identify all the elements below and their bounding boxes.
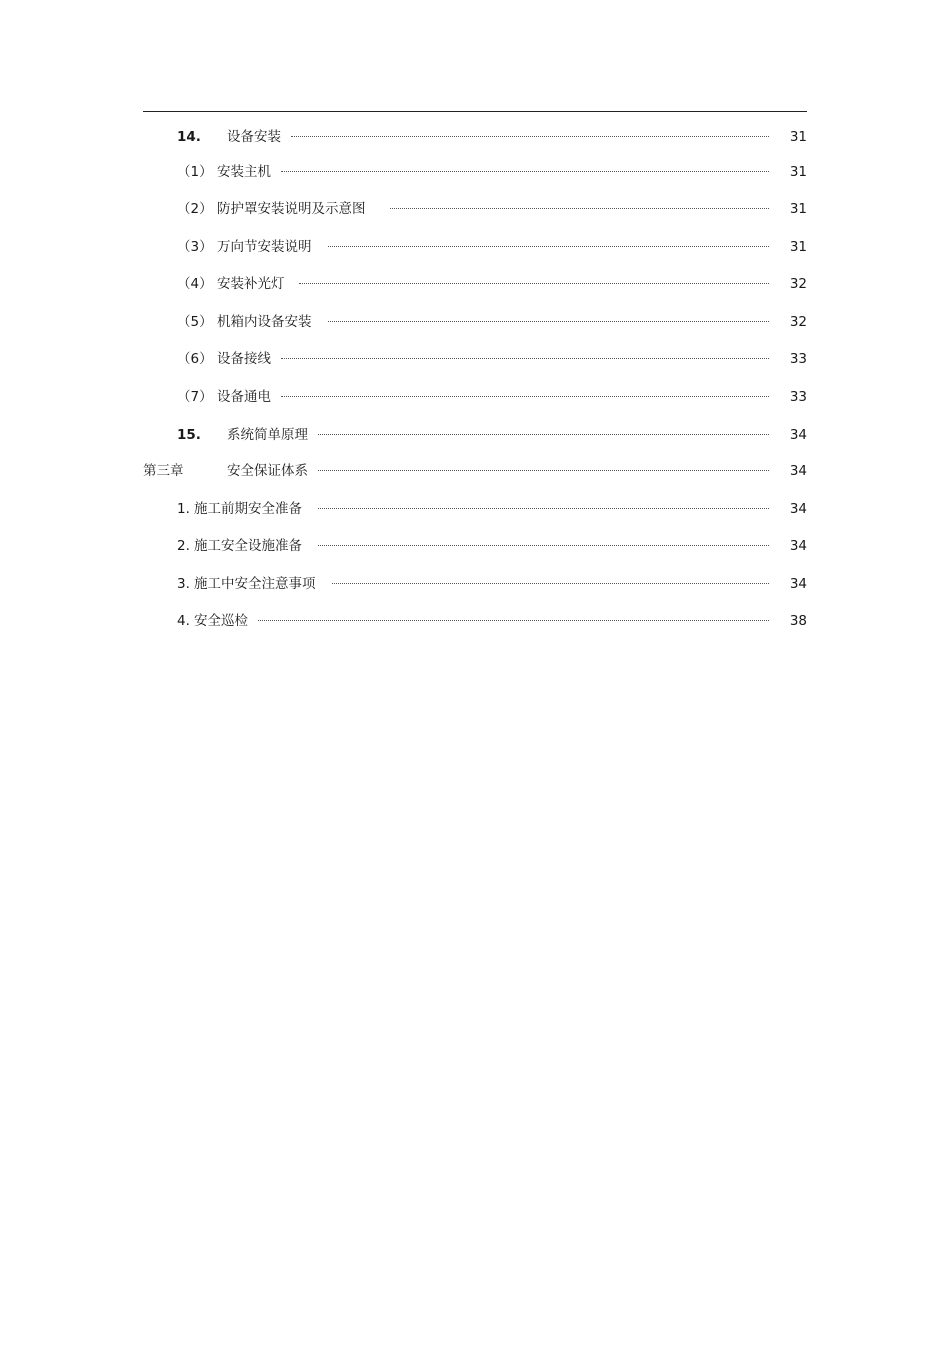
- toc-entry-page: 38: [789, 613, 807, 629]
- dot-leader: [281, 171, 769, 172]
- dot-leader: [332, 583, 770, 584]
- toc-entry-title: 安全巡检: [194, 613, 248, 629]
- dot-leader: [258, 620, 769, 621]
- dot-leader: [291, 136, 769, 137]
- toc-entry-3-1[interactable]: [143, 498, 807, 520]
- toc-entry-page: 34: [789, 501, 807, 517]
- toc-entry-title: 施工前期安全准备: [194, 501, 302, 517]
- dot-leader: [328, 321, 770, 322]
- toc-entry-page: 31: [789, 239, 807, 255]
- toc-entry-page: 34: [789, 463, 807, 479]
- dot-leader: [328, 246, 770, 247]
- toc-entry-14-1[interactable]: [143, 161, 807, 183]
- toc-entry-number: （1）: [177, 164, 213, 180]
- toc-entry-title: 施工安全设施准备: [194, 538, 302, 554]
- toc-entry-number: 4.: [177, 613, 190, 629]
- toc-entry-title: 安装补光灯: [217, 276, 285, 292]
- header-rule: [143, 111, 807, 112]
- toc-entry-title: 施工中安全注意事项: [194, 576, 316, 592]
- toc-entry-number: （4）: [177, 276, 213, 292]
- toc-entry-number: （7）: [177, 389, 213, 405]
- toc-entry-number: 2.: [177, 538, 190, 554]
- toc-entry-14-2[interactable]: [143, 198, 807, 220]
- toc-entry-page: 34: [789, 427, 807, 443]
- toc-entry-14-6[interactable]: [143, 348, 807, 370]
- toc-entry-title: 系统简单原理: [227, 427, 308, 443]
- dot-leader: [318, 508, 769, 509]
- toc-entry-number: 14.: [177, 129, 201, 145]
- toc-entry-title: 机箱内设备安装: [217, 314, 312, 330]
- toc-entry-3-2[interactable]: [143, 535, 807, 557]
- toc-entry-title: 安装主机: [217, 164, 271, 180]
- toc-entry-14-7[interactable]: [143, 386, 807, 408]
- toc-entry-title: 设备接线: [217, 351, 271, 367]
- dot-leader: [390, 208, 770, 209]
- dot-leader: [299, 283, 770, 284]
- toc-entry-title: 万向节安装说明: [217, 239, 312, 255]
- toc-entry-page: 32: [789, 276, 807, 292]
- toc-entry-14-4[interactable]: [143, 273, 807, 295]
- toc-entry-page: 32: [789, 314, 807, 330]
- toc-entry-title: 设备安装: [227, 129, 281, 145]
- toc-entry-number: （6）: [177, 351, 213, 367]
- toc-entry-title: 设备通电: [217, 389, 271, 405]
- toc-entry-3-3[interactable]: [143, 573, 807, 595]
- toc-entry-number: （3）: [177, 239, 213, 255]
- toc-entry-14[interactable]: [143, 126, 807, 148]
- toc-entry-page: 31: [789, 129, 807, 145]
- toc-entry-number: （2）: [177, 201, 213, 217]
- toc-entry-page: 33: [789, 351, 807, 367]
- dot-leader: [318, 545, 769, 546]
- dot-leader: [281, 396, 769, 397]
- dot-leader: [318, 470, 769, 471]
- toc-entry-number: 第三章: [143, 463, 184, 479]
- toc-entry-page: 31: [789, 201, 807, 217]
- toc-entry-14-5[interactable]: [143, 311, 807, 333]
- toc-entry-15[interactable]: [143, 424, 807, 446]
- toc-entry-number: （5）: [177, 314, 213, 330]
- toc-entry-title: 安全保证体系: [227, 463, 308, 479]
- toc-entry-title: 防护罩安装说明及示意图: [217, 201, 366, 217]
- toc-entry-page: 31: [789, 164, 807, 180]
- dot-leader: [318, 434, 769, 435]
- toc-entry-number: 3.: [177, 576, 190, 592]
- toc-entry-page: 34: [789, 576, 807, 592]
- dot-leader: [281, 358, 769, 359]
- toc-entry-14-3[interactable]: [143, 236, 807, 258]
- toc-entry-3-4[interactable]: [143, 610, 807, 632]
- toc-entry-chapter-3[interactable]: [143, 460, 807, 482]
- toc-entry-number: 1.: [177, 501, 190, 517]
- toc-entry-page: 34: [789, 538, 807, 554]
- toc-entry-page: 33: [789, 389, 807, 405]
- toc-entry-number: 15.: [177, 427, 201, 443]
